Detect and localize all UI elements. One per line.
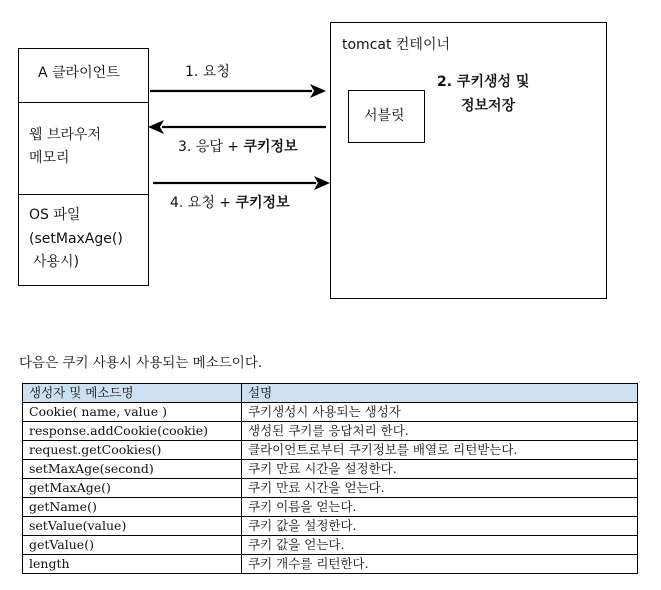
intro-text: 다음은 쿠키 사용시 사용되는 메소드이다. [19, 355, 263, 371]
table-row [23, 422, 638, 441]
method-cell: Cookie( name, value ) [23, 403, 242, 422]
os-file-line2: (setMaxAge() [29, 231, 123, 247]
arrow-request-4 [153, 176, 330, 190]
header-description: 설명 [242, 384, 638, 403]
step1-label: 1. 요청 [185, 64, 230, 80]
os-file-line1: OS 파일 [29, 207, 81, 223]
method-cell: length [23, 555, 242, 574]
browser-memory-line1: 웹 브라우저 [29, 127, 102, 143]
table-row [23, 498, 638, 517]
step4-prefix: 4. 요청 + [170, 195, 236, 211]
table-row [23, 460, 638, 479]
step3-prefix: 3. 응답 + [178, 139, 244, 155]
table-row [23, 441, 638, 460]
step3-bold: 쿠키정보 [243, 139, 298, 155]
description-cell: 생성된 쿠키를 응답처리 한다. [242, 422, 638, 441]
method-cell: setValue(value) [23, 517, 242, 536]
cookie-create-note-line1: 2. 쿠키생성 및 [437, 74, 530, 90]
description-cell: 쿠키 만료 시간을 설정한다. [242, 460, 638, 479]
table-row [23, 479, 638, 498]
table-header-row [23, 384, 638, 403]
table-row [23, 555, 638, 574]
arrow-response-3 [148, 120, 326, 134]
os-file-line3: 사용시) [33, 254, 80, 270]
description-cell: 쿠키 값을 설정한다. [242, 517, 638, 536]
arrow-request-1 [150, 84, 326, 98]
method-cell: response.addCookie(cookie) [23, 422, 242, 441]
method-cell: getValue() [23, 536, 242, 555]
method-cell: getMaxAge() [23, 479, 242, 498]
table-row [23, 403, 638, 422]
description-cell: 쿠키 개수를 리턴한다. [242, 555, 638, 574]
description-cell: 쿠키 이름을 얻는다. [242, 498, 638, 517]
description-cell: 클라이언트로부터 쿠키정보를 배열로 리턴받는다. [242, 441, 638, 460]
description-cell: 쿠키생성시 사용되는 생성자 [242, 403, 638, 422]
client-title: A 클라이언트 [38, 65, 120, 81]
header-method: 생성자 및 메소드명 [23, 384, 242, 403]
method-cell: getName() [23, 498, 242, 517]
step4-bold: 쿠키정보 [235, 195, 290, 211]
browser-memory-line2: 메모리 [29, 150, 70, 166]
methods-table [22, 383, 638, 574]
tomcat-container-label: tomcat 컨테이너 [342, 37, 451, 53]
table-row [23, 536, 638, 555]
table-row [23, 517, 638, 536]
method-cell: setMaxAge(second) [23, 460, 242, 479]
method-cell: request.getCookies() [23, 441, 242, 460]
cookie-create-note-line2: 정보저장 [461, 98, 516, 114]
step4-label [170, 194, 290, 213]
description-cell: 쿠키 만료 시간을 얻는다. [242, 479, 638, 498]
step3-label [178, 138, 298, 157]
servlet-label: 서블릿 [364, 108, 405, 124]
description-cell: 쿠키 값을 얻는다. [242, 536, 638, 555]
